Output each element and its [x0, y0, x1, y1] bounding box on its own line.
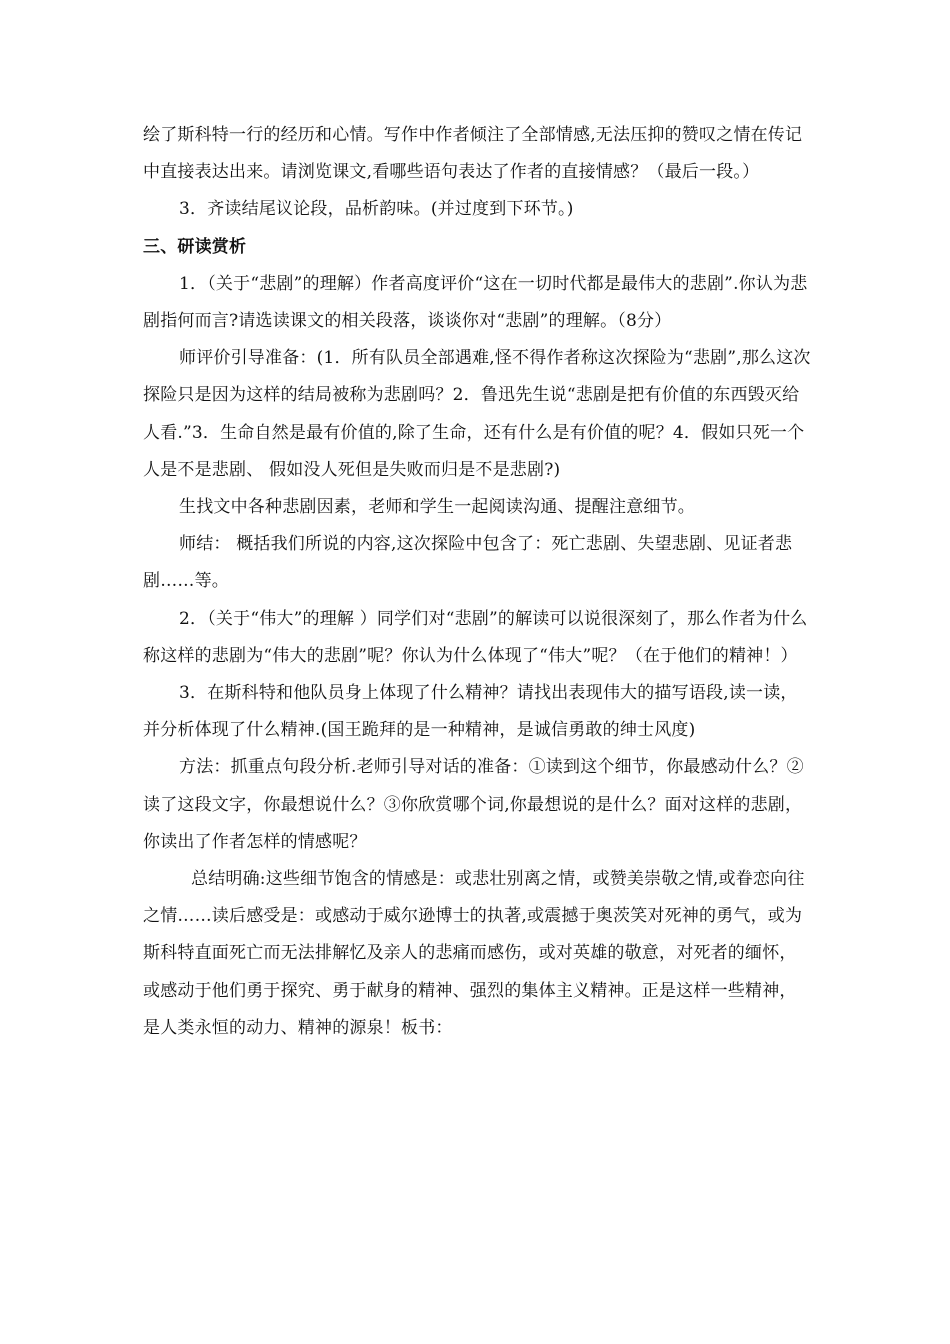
paragraph-question-2: 2．（关于“伟大”的理解 ）同学们对“悲剧”的解读可以说很深刻了，那么作者为什么称这样的悲剧为“伟大的悲剧”呢？你认为什么体现了“伟大”呢？（在于他们的精神！）	[143, 608, 808, 666]
paragraph-conclusion: 总结明确:这些细节饱含的情感是：或悲壮别离之情，或赞美崇敬之情,或眷恋向往之情……读后感受是：或感动于威尔逊博士的执著,或震撼于奥茨笑对死神的勇气，或为斯科特直面死亡而无法排解忆及亲人的悲痛而感伤，或对英雄的敬意，对死者的缅怀，或感动于他们勇于探究、勇于献身的精神、强烈的集体主义精神。正是这样一些精神，是人类永恒的动力、精神的源泉！板书：	[143, 869, 805, 1038]
paragraph-question-1: 1．（关于“悲剧”的理解）作者高度评价“这在一切时代都是最伟大的悲剧”.你认为悲剧指何而言?请选读课文的相关段落，谈谈你对“悲剧”的理解。（8分）	[143, 273, 808, 332]
section-heading-3: 三、研读赏析	[143, 236, 247, 257]
paragraph-method: 方法：抓重点句段分析.老师引导对话的准备：①读到这个细节，你最感动什么？②读了这段文字，你最想说什么？③你欣赏哪个词,你最想说的是什么？面对这样的悲剧，你读出了作者怎样的情感呢？	[143, 757, 804, 852]
document-body	[143, 117, 811, 1047]
paragraph-teacher-guidance: 师评价引导准备：(1．所有队员全部遇难,怪不得作者称这次探险为“悲剧”,那么这次探险只是因为这样的结局被称为悲剧吗？2．鲁迅先生说“悲剧是把有价值的东西毁灭给人看.”3．生命自然是最有价值的,除了生命，还有什么是有价值的呢？4．假如只死一个人是不是悲剧、 假如没人死但是失败而归是不是悲剧?)	[143, 348, 811, 480]
paragraph-step-3: 3．齐读结尾议论段，品析韵味。(并过度到下环节。)	[179, 199, 574, 220]
paragraph-teacher-summary: 师结： 概括我们所说的内容,这次探险中包含了：死亡悲剧、失望悲剧、见证者悲剧……等。	[143, 534, 793, 592]
paragraph-question-3: 3．在斯科特和他队员身上体现了什么精神？请找出表现伟大的描写语段,读一读，并分析体现了什么精神.(国王跪拜的是一种精神，是诚信勇敢的绅士风度)	[143, 683, 798, 741]
paragraph-continuation: 绘了斯科特一行的经历和心情。写作中作者倾注了全部情感,无法压抑的赞叹之情在传记中直接表达出来。请浏览课文,看哪些语句表达了作者的直接情感？（最后一段。）	[143, 125, 803, 183]
paragraph-student-activity: 生找文中各种悲剧因素，老师和学生一起阅读沟通、提醒注意细节。	[179, 497, 695, 518]
